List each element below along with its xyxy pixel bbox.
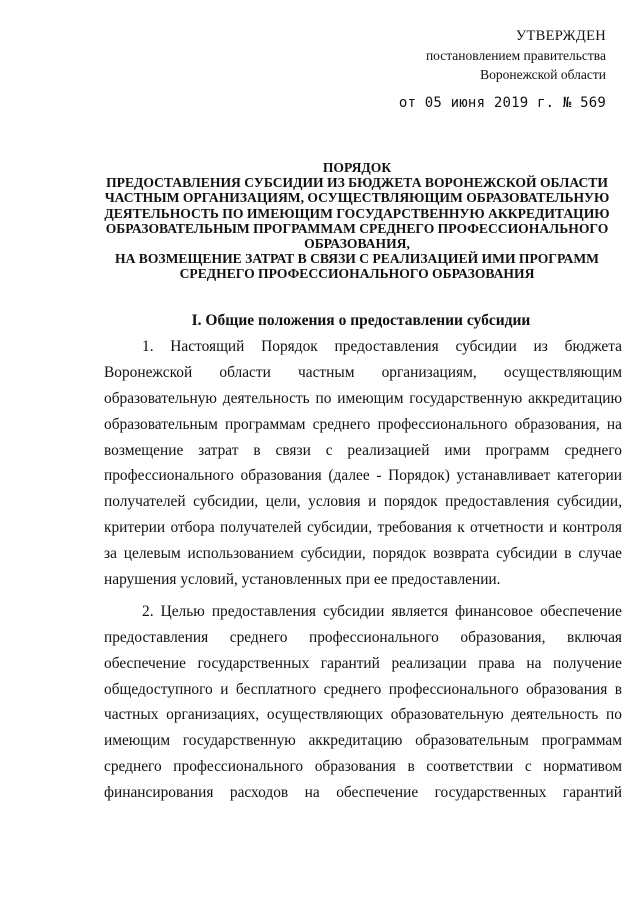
paragraph-line: нарушения условий, установленных при ее предоставлении. [104,571,501,589]
paragraph-line: предоставления среднего профессионального образования, включая [104,628,622,646]
paragraph-line: 2. Целью предоставления субсидии является финансовое обеспечение [142,602,622,620]
paragraph-line: образовательным программам среднего профессионального образования, на [104,415,622,433]
approval-stamp [399,26,606,112]
paragraph-line: Воронежской области частным организациям, осуществляющим [104,363,622,381]
heading-line: ПОРЯДОК [322,160,392,175]
paragraph-line: профессионального образования (далее - Порядок) устанавливает категории [104,467,622,485]
approval-line-region: Воронежской области [480,67,606,82]
paragraph-line: частных организациях, осуществляющих образовательную деятельность по [104,706,622,724]
heading-line: ДЕЯТЕЛЬНОСТЬ ПО ИМЕЮЩИМ ГОСУДАРСТВЕННУЮ АККРЕДИТАЦИЮ [104,205,610,221]
heading-line: НА ВОЗМЕЩЕНИЕ ЗАТРАТ В СВЯЗИ С РЕАЛИЗАЦИЕЙ ИМИ ПРОГРАММ [115,251,599,267]
document-body [104,334,622,806]
paragraph-line: финансирования расходов на обеспечение государственных гарантий [104,784,622,802]
heading-line: ЧАСТНЫМ ОРГАНИЗАЦИЯМ, ОСУЩЕСТВЛЯЮЩИМ ОБРАЗОВАТЕЛЬНУЮ [104,190,610,206]
heading-line: ПРЕДОСТАВЛЕНИЯ СУБСИДИИ ИЗ БЮДЖЕТА ВОРОНЕЖСКОЙ ОБЛАСТИ [106,175,608,191]
paragraph-line: образовательную деятельность по имеющим государственную аккредитацию [104,389,622,407]
heading-line: ОБРАЗОВАТЕЛЬНЫМ ПРОГРАММАМ СРЕДНЕГО ПРОФЕССИОНАЛЬНОГО [105,220,609,236]
paragraph-2 [104,599,622,806]
approval-date-number: от 05 июня 2019 г. № 569 [398,95,606,111]
paragraph-line: среднего профессионального образования в соответствии с нормативом [104,758,622,776]
paragraph-line: 1. Настоящий Порядок предоставления субсидии из бюджета [142,338,622,355]
paragraph-line: имеющим государственную аккредитацию образовательным программам [104,732,622,750]
paragraph-line: за целевым использованием субсидии, порядок возврата субсидии в случае [104,545,622,563]
paragraph-line: обеспечение государственных гарантий реализации права на получение [104,654,622,672]
paragraph-line: получателей субсидии, цели, условия и порядок предоставления субсидии, [104,493,622,511]
paragraph-line: возмещение затрат в связи с реализацией ими программ среднего [104,441,622,459]
section-title: I. Общие положения о предоставлении субсидии [191,312,531,329]
heading-line: ОБРАЗОВАНИЯ, [304,236,410,252]
document-heading [92,160,622,282]
paragraph-line: критерии отбора получателей субсидии, требования к отчетности и контроля [104,519,622,537]
paragraph-line: общедоступного и бесплатного среднего профессионального образования в [104,680,622,698]
paragraph-1 [104,334,622,593]
heading-line: СРЕДНЕГО ПРОФЕССИОНАЛЬНОГО ОБРАЗОВАНИЯ [179,266,535,282]
approval-line-resolution: постановлением правительства [425,48,606,63]
approval-title: УТВЕРЖДЕН [515,28,606,44]
